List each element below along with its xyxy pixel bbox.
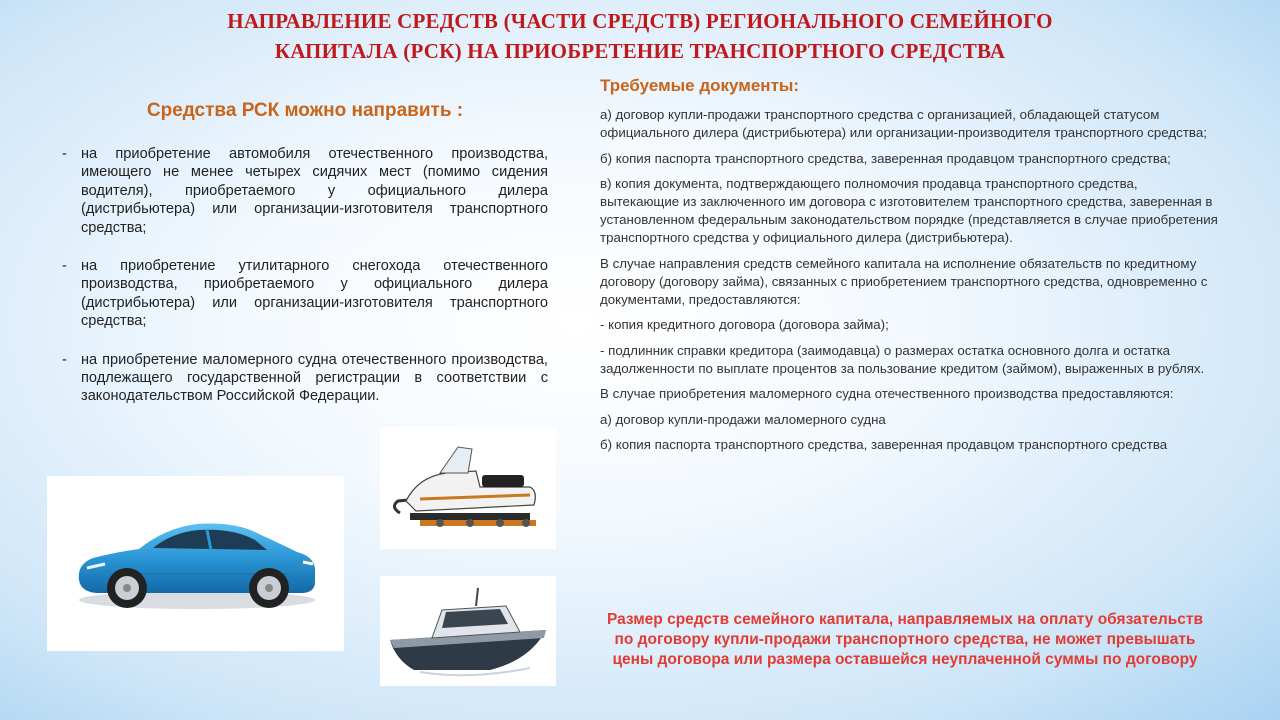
documents-heading: Требуемые документы: xyxy=(600,76,800,95)
car-illustration xyxy=(47,476,344,651)
title-line-1: НАПРАВЛЕНИЕ СРЕДСТВ (ЧАСТИ СРЕДСТВ) РЕГИОНАЛЬНОГО СЕМЕЙНОГО xyxy=(227,9,1053,33)
footnote: Размер средств семейного капитала, направляемых на оплату обязательств по договору купли-продажи транспортного средства, не может превышать цены договора или размера оставшейся неуплаченной суммы по договору xyxy=(606,611,1204,668)
list-item xyxy=(62,257,548,331)
list-bullet: - xyxy=(62,351,67,368)
document-paragraph: В случае приобретения маломерного судна отечественного производства предоставляются: xyxy=(600,386,1174,401)
left-heading: Средства РСК можно направить : xyxy=(146,100,464,121)
list-bullet: - xyxy=(62,258,67,275)
document-paragraph: - копия кредитного договора (договора займа); xyxy=(600,317,889,332)
list-item-text: на приобретение автомобиля отечественного производства, имеющего не менее четырех сидячих мест (помимо сидения водителя), приобретаемого у официального дилера (дистрибьютера) или организации-изготовителя транспортного средства; xyxy=(81,146,548,236)
usage-list xyxy=(62,145,548,426)
document-paragraph: б) копия паспорта транспортного средства, заверенная продавцом транспортного средства; xyxy=(600,150,1171,166)
boat-photo xyxy=(380,576,556,686)
document-paragraph: в) копия документа, подтверждающего полномочия продавца транспортного средства, вытекающие из заключенного им договора с изготовителем транспортного средства, заверенная в установленном федеральным законодательством порядке (представляется в случае приобретения транспортного средства у официального дилера (дистрибьютера). xyxy=(600,176,1218,245)
list-item-text: на приобретение утилитарного снегохода отечественного производства, приобретаемого у официального дилера (дистрибьютера) или организации-изготовителя транспортного средства; xyxy=(81,258,548,330)
page-title xyxy=(100,6,1180,66)
document-paragraph: В случае направления средств семейного капитала на исполнение обязательств по кредитному договору (договору займа), связанных с приобретением транспортного средства, одновременно с документами, предоставляются: xyxy=(600,255,1208,307)
list-item xyxy=(62,145,548,237)
title-line-2: КАПИТАЛА (РСК) НА ПРИОБРЕТЕНИЕ ТРАНСПОРТНОГО СРЕДСТВА xyxy=(274,39,1006,63)
document-paragraph: б) копия паспорта транспортного средства, заверенная продавцом транспортного средства xyxy=(600,437,1168,452)
snowmobile-illustration xyxy=(380,427,556,549)
document-paragraph: а) договор купли-продажи транспортного средства с организацией, обладающей статусом официального дилера (дистрибьютера) или организации-производителя транспортного средства; xyxy=(600,107,1207,140)
snowmobile-photo xyxy=(380,427,556,549)
boat-illustration xyxy=(380,576,556,686)
list-item xyxy=(62,351,548,406)
list-item-text: на приобретение маломерного судна отечественного производства, подлежащего государственной регистрации в соответствии с законодательством Российской Федерации. xyxy=(81,351,548,405)
documents-list xyxy=(600,106,1220,462)
list-bullet: - xyxy=(62,146,67,162)
car-photo xyxy=(47,476,344,651)
document-paragraph: а) договор купли-продажи маломерного судна xyxy=(600,411,886,427)
document-paragraph: - подлинник справки кредитора (заимодавца) о размерах остатка основного долга и остатка задолженности по выплате процентов за пользование кредитом (займом), выраженных в рублях. xyxy=(600,342,1205,376)
